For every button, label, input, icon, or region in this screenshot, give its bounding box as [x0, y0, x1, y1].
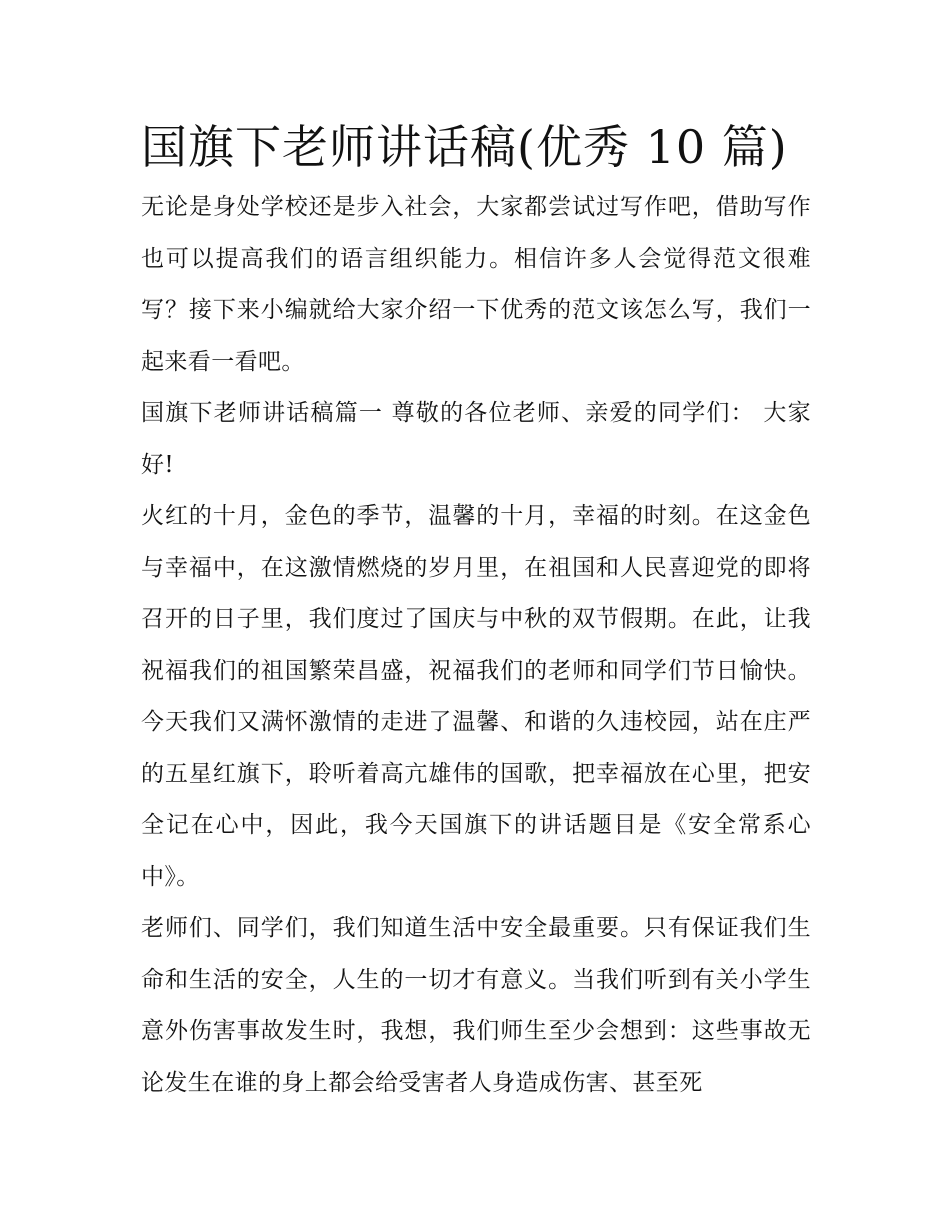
- document-body: [141, 112, 811, 1109]
- paragraph-intro: 无论是身处学校还是步入社会，大家都尝试过写作吧，借助写作也可以提高我们的语言组织能力。相信许多人会觉得范文很难写？接下来小编就给大家介绍一下优秀的范文该怎么写，我们一起来看一看吧。: [141, 194, 811, 375]
- paragraph-greeting: 国旗下老师讲话稿篇一 尊敬的各位老师、亲爱的同学们： 大家好!: [141, 400, 811, 478]
- paragraph-safety: 老师们、同学们，我们知道生活中安全最重要。只有保证我们生命和生活的安全，人生的一切才有意义。当我们听到有关小学生意外伤害事故发生时，我想，我们师生至少会想到：这些事故无论发生在谁的身上都会给受害者人身造成伤害、甚至死: [141, 915, 811, 1096]
- document-title: 国旗下老师讲话稿(优秀 10 篇): [141, 120, 788, 174]
- paragraph-october: 火红的十月，金色的季节，温馨的十月，幸福的时刻。在这金色与幸福中，在这激情燃烧的岁月里，在祖国和人民喜迎党的即将召开的日子里，我们度过了国庆与中秋的双节假期。在此，让我祝福我们的祖国繁荣昌盛，祝福我们的老师和同学们节日愉快。今天我们又满怀激情的走进了温馨、和谐的久违校园，站在庄严的五星红旗下，聆听着高亢雄伟的国歌，把幸福放在心里，把安全记在心中，因此，我今天国旗下的讲话题目是《安全常系心中》。: [141, 503, 811, 890]
